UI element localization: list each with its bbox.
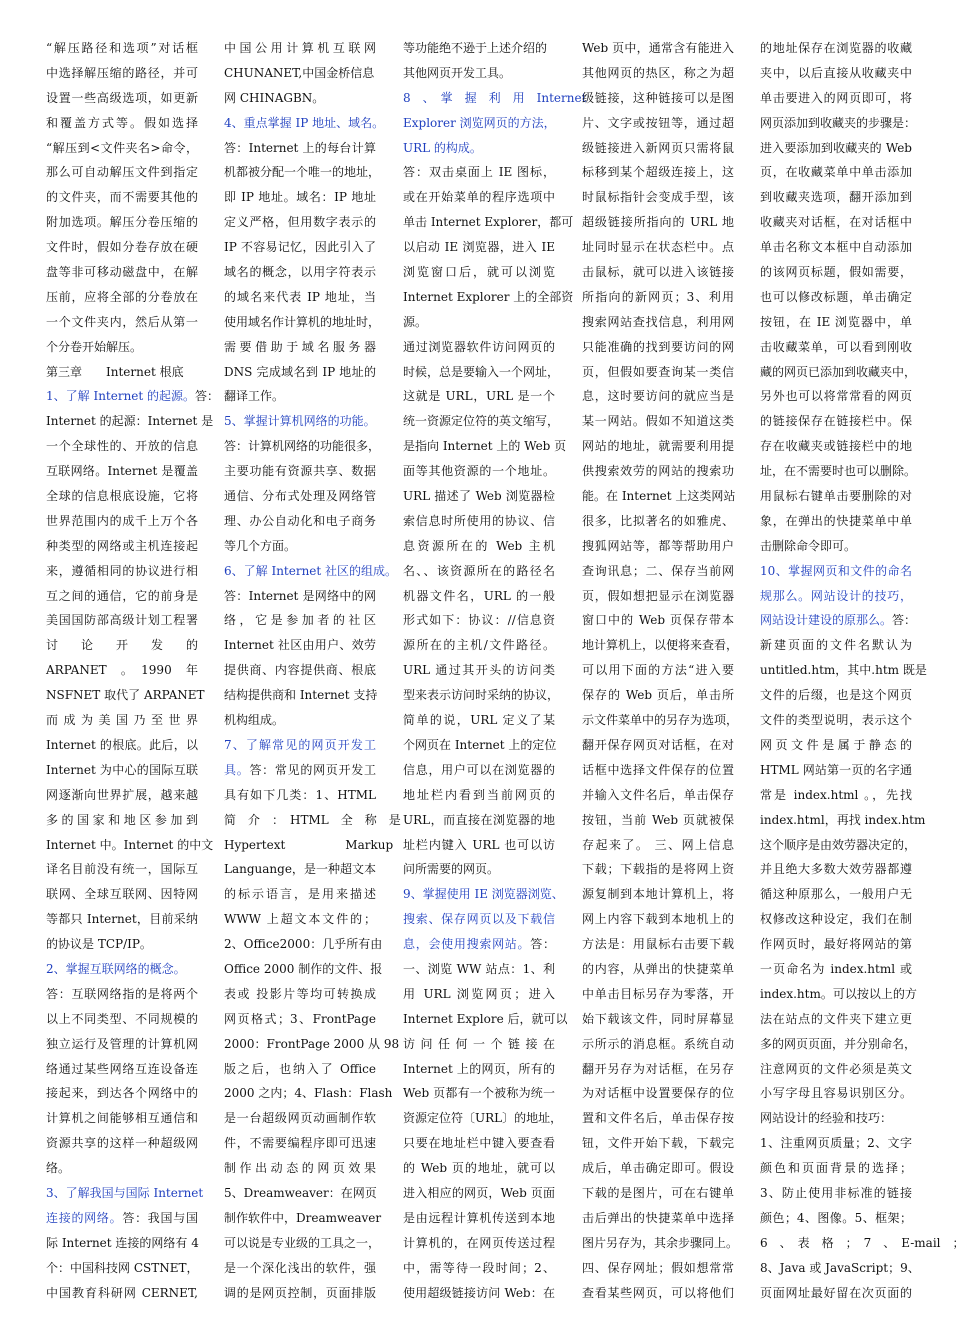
question-heading: 3、了解我国与国际 Internet: [46, 1185, 204, 1200]
text-line: 计算机的，在网页传送过程: [403, 1235, 555, 1250]
text-line: 所指向的新网页；3、利用: [582, 289, 734, 304]
text-line: 2000：FrontPage 2000 从 98: [224, 1036, 400, 1051]
question-line: [224, 409, 376, 434]
question-line: [760, 559, 912, 584]
question-heading: 5、掌握计算机网络的功能。: [224, 414, 376, 429]
text-line: 存起来了。 三、网上信息: [582, 837, 734, 852]
text-line: 某一网站。假如不知道这类: [582, 414, 734, 429]
text-line: 答：Internet 上的每台计算: [224, 140, 376, 155]
question-line: [403, 136, 555, 161]
text-line: 这个顺序是由效劳器决定的，: [760, 837, 917, 852]
text-line: 通信、分布式处理及网络管: [224, 489, 376, 504]
text-line: 其他网页开发工具。: [403, 65, 512, 80]
text-line: DNS 完成域名到 IP 地址的: [224, 364, 376, 379]
text-line: 5、Dreamweaver：在网页: [224, 1185, 377, 1200]
answer-text: 答：常见的网页开发工: [249, 762, 376, 777]
text-line: 际 Internet 连接的网络有 4: [46, 1235, 199, 1250]
text-line: 接起来，到达各个网络中的: [46, 1086, 198, 1101]
text-line: 盘等非可移动磁盘中，在解: [46, 265, 198, 280]
text-line: 形式如下：协议：//信息资: [403, 613, 555, 628]
text-line: 使用域名作计算机的地址时，: [224, 314, 381, 329]
text-line: 索信息时所使用的协议、信: [403, 513, 555, 528]
text-line: 通过浏览器软件访问网页的: [403, 339, 555, 354]
question-heading: 具。: [224, 762, 250, 777]
text-column-3: [403, 36, 587, 1305]
text-line: 翻开保存网页对话框，在对: [582, 737, 734, 752]
text-line: 是指向 Internet 上的 Web 页: [403, 439, 567, 454]
text-line: 中单击目标另存为零落，开: [582, 986, 734, 1001]
text-line: 种类型的网络或主机连接起: [46, 538, 198, 553]
text-line: 译名目前没有统一，国际互: [46, 862, 198, 877]
text-line: 压前，应将全部的分卷放在: [46, 289, 198, 304]
text-line: 址栏内键入 URL 也可以访: [403, 837, 555, 852]
text-line: 源。: [403, 314, 428, 329]
text-line: Internet 社区由用户、效劳: [224, 638, 376, 653]
text-line: 信息，用户可以在浏览器的: [403, 762, 555, 777]
text-line: 络，它是参加者的社区: [224, 613, 376, 628]
text-line: 浏览窗口后，就可以浏览: [403, 265, 555, 280]
text-line: 成后，单击确定即可。假设: [582, 1161, 734, 1176]
text-line: 网页格式；3、FrontPage: [224, 1011, 376, 1026]
text-line: 页面网址最好留在次页面的: [760, 1285, 912, 1300]
text-line: 页，但假如要查询某一类信: [582, 364, 734, 379]
text-line: 和覆盖方式等。假如选择: [46, 115, 198, 130]
text-line: 简 介 ： HTML 全 称 是: [224, 812, 401, 827]
text-line: 的文件夹，而不需要其他的: [46, 190, 198, 205]
text-column-4: [582, 36, 739, 1305]
text-line: 中，需等待一段时间；2、: [403, 1260, 555, 1275]
text-line: 互之间的通信，它的前身是: [46, 588, 198, 603]
text-line: 即 IP 地址。域名：IP 地址: [224, 190, 376, 205]
text-line: 以启动 IE 浏览器，进入 IE: [403, 240, 555, 255]
text-line: 等几个方面。: [224, 538, 297, 553]
text-line: 到收藏夹选项，翻开添加到: [760, 190, 912, 205]
text-line: 颜色；4、图像。5、框架；: [760, 1210, 912, 1225]
text-line: 单击要进入的网页即可，将: [760, 90, 912, 105]
text-line: 网站的地址，就需要利用提: [582, 439, 734, 454]
text-line: 这就是 URL，URL 是一个: [403, 389, 555, 404]
text-line: 击鼠标，就可以进入该链接: [582, 265, 734, 280]
text-line: 件，不需要编程序即可迅速: [224, 1136, 376, 1151]
text-line: 并且绝大多数大效劳器都遵: [760, 862, 912, 877]
text-line: ARPANET 。 1990 年: [46, 663, 198, 678]
text-line: 世界范围内的成千上万个各: [46, 513, 198, 528]
text-line: 具有如下几类：1、HTML: [224, 787, 376, 802]
text-line: 存在收藏夹或链接栏中的地: [760, 439, 912, 454]
text-line: 一、浏览 WW 站点：1、利: [403, 961, 555, 976]
text-line: 文件时，假如分卷存放在硬: [46, 240, 198, 255]
text-line: 供搜索效劳的网站的搜索功: [582, 464, 734, 479]
question-heading: 1、了解 Internet 的起源。: [46, 389, 196, 404]
text-line: 来，遵循相同的协议进行相: [46, 563, 198, 578]
text-line: “解压到<文件夹名>命令，: [46, 140, 198, 155]
text-line: Web 页都有一个被称为统一: [403, 1086, 555, 1101]
text-line: 6 、 表 格 ； 7 、 E-mail ；: [760, 1235, 965, 1250]
question-line: [760, 584, 912, 609]
text-line: 其他网页的热区，称之为超: [582, 65, 734, 80]
text-line: 击收藏菜单，可以看到刚收: [760, 339, 912, 354]
text-line: 美国国防部高级计划工程署: [46, 613, 198, 628]
text-line: 钮，文件开始下载，下载完: [582, 1136, 734, 1151]
text-line: 搜狐网站等，都等帮助用户: [582, 538, 734, 553]
text-line: 文件的类型说明，表示这个: [760, 713, 912, 728]
text-line: 个分卷开始解压。: [46, 339, 143, 354]
text-line: 址，在不需要时也可以删除。: [760, 464, 917, 479]
text-line: 是由远程计算机传送到本地: [403, 1210, 555, 1225]
text-line: 独立运行及管理的计算机网: [46, 1036, 198, 1051]
text-line: 答：双击桌面上 IE 图标，: [403, 165, 555, 180]
answer-text: 答：: [892, 613, 917, 628]
text-line: 或在开始菜单的程序选项中: [403, 190, 555, 205]
text-line: 级链接，这种链接可以是图: [582, 90, 734, 105]
text-line: 个：中国科技网 CSTNET，: [46, 1260, 199, 1275]
text-line: 以上不同类型、不同规模的: [46, 1011, 198, 1026]
text-column-2: [224, 36, 401, 1305]
text-line: 络。: [46, 1161, 71, 1176]
text-line: 始下载该文件，同时屏幕显: [582, 1011, 734, 1026]
text-line: 的该网页标题，假如需要，: [760, 265, 912, 280]
text-line: 访问任何一个链接在: [403, 1036, 555, 1051]
text-line: 一个文件夹内，然后从第一: [46, 314, 198, 329]
answer-text: 答：我国与国: [122, 1210, 198, 1225]
text-line: 并输入文件名后，单击保存: [582, 787, 734, 802]
text-line: 下载；下载指的是将网上资: [582, 862, 734, 877]
text-line: 能。在 Internet 上这类网站: [582, 489, 736, 504]
question-heading: 10、掌握网页和文件的命名: [760, 563, 912, 578]
text-line: 8、Java 或 JavaScript；9、: [760, 1260, 920, 1275]
text-line: 进入要添加到收藏夹的 Web: [760, 140, 912, 155]
question-line: [224, 111, 385, 136]
question-heading: URL 的构成。: [403, 140, 482, 155]
text-line: 页，假如想把显示在浏览器: [582, 588, 734, 603]
text-line: 的地址保存在浏览器的收藏: [760, 41, 912, 55]
text-line: 单击名称文本框中自动添加: [760, 240, 912, 255]
text-line: 是一台超级网页动画制作软: [224, 1111, 376, 1126]
text-line: 统一资源定位符的英文缩写，: [403, 414, 560, 429]
text-line: 答：Internet 是网络中的网: [224, 588, 376, 603]
text-line: 个网页在 Internet 上的定位: [403, 737, 557, 752]
text-line: 域名的概念，以用字符表示: [224, 265, 376, 280]
text-line: Languange，是一种超文本: [224, 862, 376, 877]
text-line: 1、注重网页质量；2、文字: [760, 1136, 912, 1151]
text-line: 等都只 Internet，目前采纳: [46, 912, 198, 927]
question-heading: 网站设计建设的原那么。: [760, 613, 893, 628]
text-line: 互联网络。Internet 是覆盖: [46, 464, 198, 479]
text-line: 可以用下面的方法“进入要: [582, 663, 734, 678]
text-line: 3、防止使用非标准的链接: [760, 1185, 912, 1200]
text-line: IP 不容易记忆，因此引入了: [224, 240, 376, 255]
text-line: 等功能绝不逊于上述介绍的: [403, 41, 548, 55]
text-line: 按钮，在 IE 浏览器中，单: [760, 314, 912, 329]
text-line: index.htm。可以按以上的方: [760, 986, 917, 1001]
text-line: 源复制到本地计算机上，将: [582, 887, 734, 902]
text-line: 的 Web 页的地址，就可以: [403, 1161, 555, 1176]
text-line: 翻译工作。: [224, 389, 285, 404]
question-line: [403, 86, 587, 111]
text-line: 只要在地址栏中键入要查看: [403, 1136, 555, 1151]
text-line: 2、Office2000：几乎所有由: [224, 937, 383, 952]
text-line: 地计算机上，以便将来查看，: [582, 638, 739, 653]
text-line: 联网、全球互联网、因特网: [46, 887, 198, 902]
text-line: 2000 之内；4、Flash：Flash: [224, 1086, 393, 1101]
text-line: index.html，再找 index.htm: [760, 812, 926, 827]
text-line: 可以说是专业级的工具之一，: [224, 1235, 381, 1250]
text-line: 示所示的消息框。系统自动: [582, 1036, 734, 1051]
text-line: 简单的说，URL 定义了某: [403, 713, 555, 728]
text-line: 机器文件名，URL 的一般: [403, 588, 555, 603]
text-line: 象，在弹出的快捷菜单中单: [760, 513, 912, 528]
question-heading: 连接的网络。: [46, 1210, 123, 1225]
question-heading: 规那么。网站设计的技巧，: [760, 588, 912, 603]
text-line: 定义严格，但用数字表示的: [224, 215, 376, 230]
text-line: 收藏夹对话框，在对话框中: [760, 215, 912, 230]
text-line: 用鼠标右键单击要删除的对: [760, 489, 912, 504]
text-line: 结构提供商和 Internet 支持: [224, 688, 378, 703]
text-column-1: [46, 36, 220, 1305]
text-line: 机都被分配一个唯一的地址，: [224, 165, 381, 180]
text-line: 一个全球性的、开放的信息: [46, 439, 198, 454]
text-line: 只能准确的找到要访问的网: [582, 339, 734, 354]
text-line: 一页命名为 index.html 或: [760, 961, 912, 976]
text-line: 循这种原那么，一般用户无: [760, 887, 912, 902]
text-line: HTML 网站第一页的名字通: [760, 762, 912, 777]
text-line: 讨 论 开 发 的: [46, 638, 198, 653]
text-line: untitled.htm，其中.htm 既是: [760, 663, 927, 678]
text-line: 的标示语言，是用来描述: [224, 887, 376, 902]
question-heading: 搜索、保存网页以及下载信: [403, 912, 555, 927]
text-line: 名、、该资源所在的路径名: [403, 563, 555, 578]
text-line: 保存的 Web 页后，单击所: [582, 688, 734, 703]
text-line: 小写字母且容易识别区分。: [760, 1086, 912, 1101]
text-line: 击后弹出的快捷菜单中选择: [582, 1210, 734, 1225]
text-line: 下载的是图片，可在右键单: [582, 1185, 734, 1200]
answer-text: 答：: [195, 389, 220, 404]
question-line: [403, 907, 555, 932]
text-line: 是一个深化浅出的软件，强: [224, 1260, 376, 1275]
text-line: 理、办公自动化和电子商务: [224, 513, 376, 528]
question-heading: 4、重点掌握 IP 地址、域名。: [224, 115, 385, 130]
text-line: 窗口中的 Web 页保存带本: [582, 613, 734, 628]
text-line: 第三章 Internet 根底: [46, 364, 184, 379]
text-line: 用 URL 浏览网页；进入: [403, 986, 555, 1001]
text-line: 网页文件是属于静态的: [760, 737, 912, 752]
text-line: 另外也可以将常常看的网页: [760, 389, 912, 404]
question-heading: 6、了解 Internet 社区的组成。: [224, 563, 398, 578]
text-line: 网上内容下载到本地机上的: [582, 912, 734, 927]
text-line: 置和文件名后，单击保存按: [582, 1111, 734, 1126]
question-line: [224, 758, 376, 783]
text-line: Internet 中。Internet 的中文: [46, 837, 214, 852]
text-line: 方法是：用鼠标右击要下载: [582, 937, 734, 952]
text-line: 时鼠标指针会变成手型，该: [582, 190, 734, 205]
question-line: [760, 608, 917, 633]
text-line: 而 成 为 美 国 乃 至 世 界: [46, 713, 198, 728]
text-line: 四、保存网址；假如想常常: [582, 1260, 734, 1275]
question-line: [224, 559, 398, 584]
text-line: 版之后，也纳入了 Office: [224, 1061, 376, 1076]
text-line: 中国教育科研网 CERNET,: [46, 1285, 198, 1300]
text-line: 息资源所在的 Web 主机: [403, 538, 555, 553]
text-line: 按钮，当前 Web 页就被保: [582, 812, 734, 827]
text-line: 搜索网站查找信息，利用网: [582, 314, 734, 329]
text-line: 权修改这种设定，我们在制: [760, 912, 912, 927]
text-line: 那么可自动解压文件到指定: [46, 165, 198, 180]
text-line: 机构组成。: [224, 713, 285, 728]
text-line: 型来表示访问时采纳的协议，: [403, 688, 560, 703]
text-line: 的域名来代表 IP 地址，当: [224, 289, 376, 304]
text-line: 颜色和页面背景的选择；: [760, 1161, 912, 1176]
text-line: URL，而直接在浏览器的地: [403, 812, 555, 827]
text-line: 很多，比拟著名的如雅虎、: [582, 513, 734, 528]
text-line: 藏的网页已添加到收藏夹中，: [760, 364, 917, 379]
text-line: 翻开另存为对话框，在另存: [582, 1061, 734, 1076]
question-heading: 8 、 掌 握 利 用 Internet: [403, 90, 587, 105]
text-line: 法在站点的文件夹下建立更: [760, 1011, 912, 1026]
text-line: 击删除命令即可。: [760, 538, 857, 553]
question-heading: 9、掌握使用 IE 浏览器浏览、: [403, 887, 564, 902]
text-line: NSFNET 取代了 ARPANET: [46, 688, 205, 703]
text-line: 制作出动态的网页效果: [224, 1161, 376, 1176]
text-line: 超级链接所指向的 URL 地: [582, 215, 734, 230]
text-line: 调的是网页控制，页面排版: [224, 1285, 376, 1300]
text-line: 答：互联网络指的是将两个: [46, 986, 198, 1001]
text-line: 常是 index.html 。，先找: [760, 787, 912, 802]
text-line: URL 描述了 Web 浏览器检: [403, 489, 555, 504]
question-heading: 7、了解常见的网页开发工: [224, 737, 376, 752]
text-line: 单击 Internet Explorer，都可: [403, 215, 574, 230]
text-line: 制作软件中，Dreamweaver: [224, 1210, 382, 1225]
text-line: 问所需要的网页。: [403, 862, 500, 877]
text-line: 图片另存为，其余步骤同上。: [582, 1235, 739, 1250]
question-line: [46, 1181, 204, 1206]
question-line: [46, 957, 198, 982]
text-line: 级链接进入新网页只需将鼠: [582, 140, 734, 155]
question-line: [46, 384, 220, 409]
text-line: 面等其他资源的一个地址。: [403, 464, 555, 479]
text-line: 答：计算机网络的功能很多，: [224, 439, 381, 454]
text-line: 时候，总是要输入一个网址，: [403, 364, 560, 379]
text-line: Internet 的起源：Internet 是: [46, 414, 214, 429]
question-line: [403, 882, 564, 907]
text-line: “解压路径和选项”对话框: [46, 41, 198, 55]
text-line: Internet Explorer 上的全部资: [403, 289, 574, 304]
text-line: Web 页中，通常含有能进入: [582, 41, 734, 55]
text-line: 页，在收藏菜单中单击添加: [760, 165, 912, 180]
text-line: 息，这时要访问的就应当是: [582, 389, 734, 404]
text-line: 全球的信息根底设施，它将: [46, 489, 198, 504]
text-line: 中国公用计算机互联网: [224, 41, 376, 55]
text-line: 为对话框中设置要保存的位: [582, 1086, 734, 1101]
question-heading: 2、掌握互联网络的概念。: [46, 961, 186, 976]
text-line: Office 2000 制作的文件、报: [224, 961, 383, 976]
question-heading: Explorer 浏览网页的方法，: [403, 115, 556, 130]
question-line: [403, 932, 555, 957]
text-line: 设置一些高级选项，如更新: [46, 90, 198, 105]
text-line: 文件的后缀，也是这个网页: [760, 688, 912, 703]
text-line: 注意网页的文件必须是英文: [760, 1061, 912, 1076]
text-line: 新建页面的文件名默认为: [760, 638, 912, 653]
text-line: URL 通过其开头的访问类: [403, 663, 555, 678]
text-line: 址同时显示在状态栏中。点: [582, 240, 734, 255]
text-line: 地址栏内看到当前网页的: [403, 787, 555, 802]
text-line: 的链接保存在链接栏中。保: [760, 414, 912, 429]
text-line: 网 CHINAGBN。: [224, 90, 325, 105]
text-line: 多的国家和地区参加到: [46, 812, 198, 827]
text-line: 标移到某个超级连接上，这: [582, 165, 734, 180]
text-line: 多的网页页面，并分别命名，: [760, 1036, 917, 1051]
text-line: Internet 上的网页，所有的: [403, 1061, 555, 1076]
answer-text: 答：: [530, 937, 555, 952]
text-line: 中选择解压缩的路径，并可: [46, 65, 198, 80]
text-line: Internet 为中心的国际互联: [46, 762, 198, 777]
question-heading: 息，会使用搜索网站。: [403, 937, 531, 952]
text-line: 作网页时，最好将网站的第: [760, 937, 912, 952]
text-line: 表或 投影片等均可转换成: [224, 986, 376, 1001]
text-line: 资源定位符〔URL〕的地址，: [403, 1111, 563, 1126]
text-line: WWW 上超文本文件的；: [224, 912, 376, 927]
text-line: 查看某些网页，可以将他们: [582, 1285, 734, 1300]
text-line: 提供商、内容提供商、根底: [224, 663, 376, 678]
text-line: 进入相应的网页，Web 页面: [403, 1185, 555, 1200]
text-line: 使用超级链接访问 Web：在: [403, 1285, 555, 1300]
text-line: CHUNANET,中国金桥信息: [224, 65, 375, 80]
text-line: 夹中，以后直接从收藏夹中: [760, 65, 912, 80]
text-line: 网逐渐向世界扩展，越来越: [46, 787, 198, 802]
text-line: 需要借助于域名服务器: [224, 339, 376, 354]
text-line: Internet Explore 后，就可以: [403, 1011, 568, 1026]
question-line: [403, 111, 555, 136]
text-line: 计算机之间能够相互通信和: [46, 1111, 198, 1126]
text-line: 网站设计的经验和技巧：: [760, 1111, 893, 1126]
question-line: [46, 1206, 198, 1231]
text-line: Internet 的根底。此后，以: [46, 737, 198, 752]
text-line: 源所在的主机/文件路径。: [403, 638, 555, 653]
text-line: 主要功能有资源共享、数据: [224, 464, 376, 479]
text-line: 网页添加到收藏夹的步骤是：: [760, 115, 917, 130]
text-line: 片、文字或按钮等，通过超: [582, 115, 734, 130]
text-line: 资源共享的这样一种超级网: [46, 1136, 198, 1151]
text-line: 的协议是 TCP/IP。: [46, 937, 152, 952]
text-line: 的内容，从弹出的快捷菜单: [582, 961, 734, 976]
text-line: 示文件菜单中的另存为选项，: [582, 713, 739, 728]
text-line: 附加选项。解压分卷压缩的: [46, 215, 198, 230]
text-line: Hypertext Markup: [224, 837, 394, 852]
question-line: [224, 733, 376, 758]
text-column-5: [760, 36, 965, 1305]
text-line: 也可以修改标题，单击确定: [760, 289, 912, 304]
text-line: 络通过某些网络互连设备连: [46, 1061, 198, 1076]
text-line: 查询讯息；二、保存当前网: [582, 563, 734, 578]
text-line: 话框中选择文件保存的位置: [582, 762, 734, 777]
